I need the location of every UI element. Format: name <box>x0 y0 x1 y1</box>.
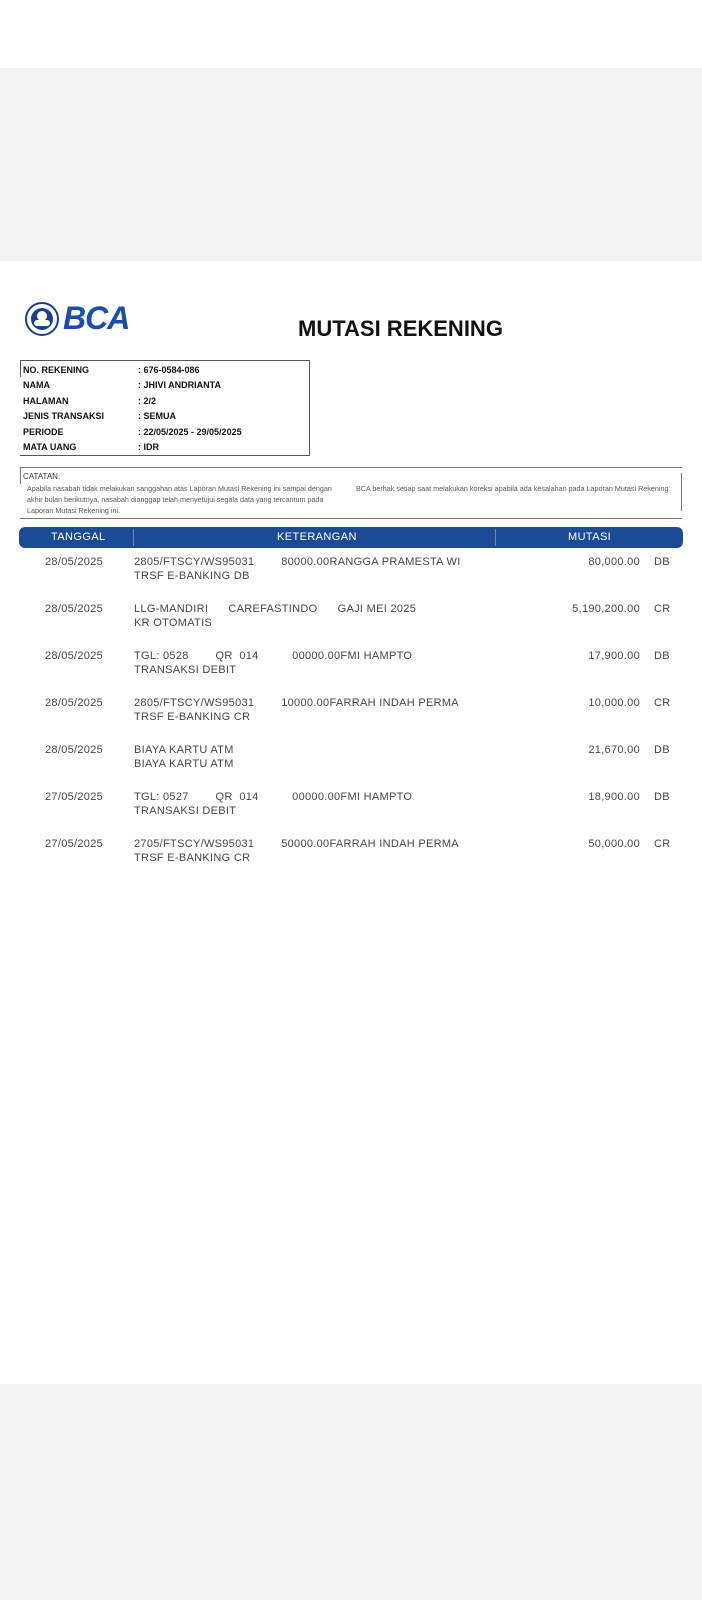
row-amount: 5,190,200.00 <box>572 603 640 615</box>
row-description-line2: TRANSAKSI DEBIT <box>134 664 237 676</box>
row-amount: 18,900.00 <box>588 791 640 803</box>
row-amount: 80,000.00 <box>588 556 640 568</box>
info-value: : SEMUA <box>138 411 176 421</box>
table-header <box>19 527 683 548</box>
row-description-line1: TGL: 0528 QR 014 00000.00FMI HAMPTO <box>134 650 413 662</box>
row-type: DB <box>654 556 670 568</box>
account-info-box <box>20 360 310 456</box>
row-type: DB <box>654 791 670 803</box>
row-date: 28/05/2025 <box>45 650 104 662</box>
info-label: HALAMAN <box>23 396 69 406</box>
row-type: CR <box>654 603 671 615</box>
table-row <box>0 791 702 831</box>
table-row <box>0 650 702 690</box>
row-description-line1: TGL: 0527 QR 014 00000.00FMI HAMPTO <box>134 791 413 803</box>
notes-right-text: BCA berhak setiap saat melakukan koreksi apabila ada kesalahan pada Laporan Mutasi Rekening <box>356 484 669 493</box>
row-amount: 10,000.00 <box>588 697 640 709</box>
table-row <box>0 556 702 596</box>
info-value: : 676-0584-086 <box>138 365 200 375</box>
row-date: 28/05/2025 <box>45 556 104 568</box>
info-value: : 2/2 <box>138 396 157 406</box>
row-description-line1: LLG-MANDIRI CAREFASTINDO GAJI MEI 2025 <box>134 603 417 615</box>
row-description-line1: 2705/FTSCY/WS95031 50000.00FARRAH INDAH PERMA <box>134 838 459 850</box>
info-label: NAMA <box>23 380 50 390</box>
table-row <box>0 744 702 784</box>
table-row <box>0 603 702 643</box>
row-description-line2: KR OTOMATIS <box>134 617 213 629</box>
info-value: : 22/05/2025 - 29/05/2025 <box>138 427 242 437</box>
row-amount: 50,000.00 <box>588 838 640 850</box>
column-header-description: KETERANGAN <box>277 531 357 543</box>
table-row <box>0 697 702 737</box>
row-description-line2: TRSF E-BANKING DB <box>134 570 250 582</box>
column-header-mutation: MUTASI <box>568 531 612 543</box>
info-value: : IDR <box>138 442 159 452</box>
row-description-line2: TRSF E-BANKING CR <box>134 711 251 723</box>
table-row <box>0 838 702 878</box>
row-description-line2: TRANSAKSI DEBIT <box>134 805 237 817</box>
row-type: DB <box>654 744 670 756</box>
bca-logo <box>25 302 130 338</box>
page-title: MUTASI REKENING <box>298 316 503 341</box>
notes-left-text: Apabila nasabah tidak melakukan sanggahan atas Laporan Mutasi Rekening ini sampai dengan akhir bulan berikutnya, nasabah dianggap telah menyetujui segala data yang tercantum pada Laporan Mutasi Rekening ini. <box>27 484 332 515</box>
row-date: 28/05/2025 <box>45 744 104 756</box>
row-type: DB <box>654 650 670 662</box>
info-label: MATA UANG <box>23 442 77 452</box>
row-type: CR <box>654 838 671 850</box>
info-label: JENIS TRANSAKSI <box>23 411 105 421</box>
row-date: 27/05/2025 <box>45 791 104 803</box>
info-label: PERIODE <box>23 427 64 437</box>
row-description-line1: BIAYA KARTU ATM <box>134 744 234 756</box>
notes-box <box>20 467 682 519</box>
info-label: NO. REKENING <box>23 365 90 375</box>
row-date: 28/05/2025 <box>45 603 104 615</box>
row-amount: 17,900.00 <box>588 650 640 662</box>
row-description-line1: 2805/FTSCY/WS95031 10000.00FARRAH INDAH PERMA <box>134 697 459 709</box>
bca-emblem-icon <box>25 302 59 336</box>
row-description-line2: BIAYA KARTU ATM <box>134 758 234 770</box>
row-description-line2: TRSF E-BANKING CR <box>134 852 251 864</box>
top-gray-band <box>0 68 702 261</box>
bottom-gray-band <box>0 1384 702 1600</box>
row-amount: 21,670.00 <box>588 744 640 756</box>
column-header-date: TANGGAL <box>51 531 106 543</box>
bca-logo-text: BCA <box>63 300 130 336</box>
row-type: CR <box>654 697 671 709</box>
notes-title: CATATAN: <box>23 472 61 481</box>
row-date: 28/05/2025 <box>45 697 104 709</box>
row-date: 27/05/2025 <box>45 838 104 850</box>
row-description-line1: 2805/FTSCY/WS95031 80000.00RANGGA PRAMESTA WI <box>134 556 461 568</box>
info-value: : JHIVI ANDRIANTA <box>138 380 221 390</box>
